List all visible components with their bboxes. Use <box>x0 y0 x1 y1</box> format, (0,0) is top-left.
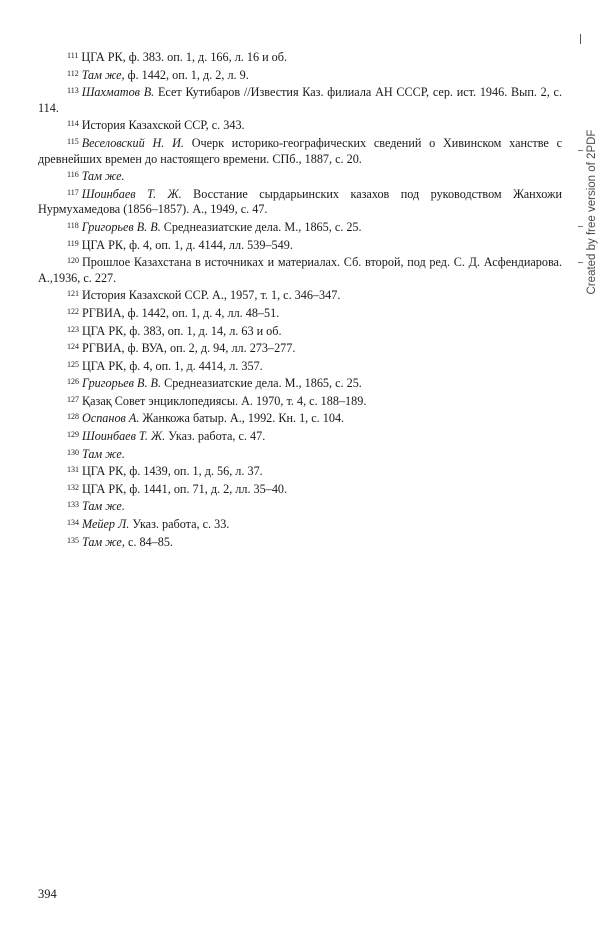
footnote <box>38 134 562 167</box>
footnote-number: 117 <box>67 187 79 197</box>
margin-tick <box>578 226 583 227</box>
footnote-number: 119 <box>67 238 79 248</box>
footnote-text: РГВИА, ф. 1442, оп. 1, д. 4, лл. 48–51. <box>82 305 280 320</box>
footnote-number: 125 <box>67 359 79 369</box>
footnote-number: 115 <box>67 136 79 146</box>
footnote <box>38 374 562 392</box>
footnote-text: Среднеазиатские дела. М., 1865, с. 25. <box>161 376 362 391</box>
footnote-number: 126 <box>67 377 79 387</box>
footnote <box>38 409 562 427</box>
footnote-text: История Казахской ССР, с. 343. <box>81 118 245 133</box>
footnote-number: 131 <box>67 465 79 475</box>
footnote-text: РГВИА, ф. ВУА, оп. 2, д. 94, лл. 273–277. <box>82 341 296 356</box>
footnote <box>38 218 562 236</box>
footnote-number: 134 <box>67 518 79 528</box>
footnote-number: 111 <box>67 51 79 60</box>
footnote <box>38 236 562 254</box>
footnote-text: ф. 1442, оп. 1, д. 2, л. 9. <box>124 67 249 82</box>
footnote-author: Там же. <box>81 169 125 184</box>
margin-tick <box>578 262 583 263</box>
footnote-number: 129 <box>67 430 79 440</box>
footnote-text: ЦГА РК, ф. 1439, оп. 1, д. 56, л. 37. <box>82 464 263 479</box>
footnote-text: История Казахской ССР. А., 1957, т. 1, с. 346–347. <box>82 288 341 303</box>
footnote-author: Шахматов В. <box>81 85 155 100</box>
footnote-text: Очерк историко-географических сведений о Хивинском ханстве с древнейших времен до настоящего времени. СПб., 1887, с. 20. <box>38 135 562 166</box>
footnote <box>38 339 562 357</box>
footnote <box>38 497 562 515</box>
footnote <box>38 286 562 304</box>
footnote-author: Шоинбаев Т. Ж. <box>82 429 166 444</box>
footnote-number: 116 <box>67 170 79 180</box>
footnote-author: Веселовский Н. И. <box>81 135 184 150</box>
footnote-number: 112 <box>67 68 79 78</box>
footnote-number: 135 <box>67 535 79 545</box>
footnote-number: 127 <box>67 394 79 404</box>
footnote <box>38 253 562 286</box>
footnote-text: Есет Кутибаров //Известия Каз. филиала АН СССР, сер. ист. 1946. Вып. 2, с. 114. <box>38 85 562 115</box>
footnote-number: 130 <box>67 447 79 457</box>
footnote <box>38 185 562 218</box>
footnote <box>38 445 562 463</box>
footnote-text: Прошлое Казахстана в источниках и материалах. Сб. второй, под ред. С. Д. Асфендиарова. А.,1936, с. 227. <box>38 255 562 285</box>
margin-mark <box>580 34 581 44</box>
footnote <box>38 322 562 340</box>
footnote <box>38 533 562 551</box>
footnote-text: Жанкожа батыр. А., 1992. Кн. 1, с. 104. <box>139 411 345 426</box>
footnote-number: 121 <box>67 289 79 299</box>
footnote-author: Там же, <box>82 534 125 549</box>
footnote-number: 132 <box>67 482 79 492</box>
footnote-number: 113 <box>67 86 79 96</box>
footnote <box>38 392 562 410</box>
footnote-author: Там же, <box>81 67 125 82</box>
footnote <box>38 83 562 116</box>
footnote-text: Восстание сырдарьинских казахов под руководством Жанхожи Нурмухамедова (1856–1857). А., 1949, с. 47. <box>38 186 562 217</box>
footnote-text: Қазақ Совет энциклопедиясы. А. 1970, т. 4, с. 188–189. <box>82 393 367 408</box>
footnote-author: Там же. <box>82 446 125 461</box>
footnote-author: Там же. <box>82 499 125 514</box>
page-number: 394 <box>38 887 57 901</box>
footnote-text: ЦГА РК, ф. 4, оп. 1, д. 4144, лл. 539–549. <box>81 237 293 252</box>
footnote <box>38 167 562 185</box>
footnote-author: Оспанов А. <box>82 411 140 426</box>
footnote <box>38 116 562 134</box>
footnote-text: ЦГА РК, ф. 383. оп. 1, д. 166, л. 16 и об. <box>81 50 288 64</box>
footnote-number: 120 <box>67 256 79 266</box>
footnote-text: Среднеазиатские дела. М., 1865, с. 25. <box>160 219 362 234</box>
footnote-number: 124 <box>67 342 79 352</box>
footnote-number: 133 <box>67 500 79 510</box>
footnote-text: ЦГА РК, ф. 383, оп. 1, д. 14, л. 63 и об. <box>82 323 282 338</box>
footnote <box>38 480 562 498</box>
footnote <box>38 304 562 322</box>
footnote <box>38 515 562 533</box>
footnote-number: 123 <box>67 324 79 334</box>
footnote-number: 114 <box>67 119 79 129</box>
footnote-author: Григорьев В. В. <box>82 376 162 391</box>
footnotes-list <box>38 48 562 550</box>
footnote <box>38 462 562 480</box>
footnote-number: 118 <box>67 220 79 230</box>
footnote-author: Мейер Л. <box>82 517 130 532</box>
footnote-text: Указ. работа, с. 47. <box>165 429 266 444</box>
margin-tick <box>578 150 583 151</box>
footnote-number: 122 <box>67 306 79 316</box>
footnote <box>38 427 562 445</box>
watermark-text: Created by free version of 2PDF <box>586 129 598 295</box>
footnote-text: ЦГА РК, ф. 1441, оп. 71, д. 2, лл. 35–40. <box>82 481 288 496</box>
footnote-author: Григорьев В. В. <box>81 219 161 234</box>
footnote-author: Шоинбаев Т. Ж. <box>81 186 182 201</box>
footnote <box>38 48 562 66</box>
footnote-text: с. 84–85. <box>124 534 173 549</box>
footnote-number: 128 <box>67 412 79 422</box>
footnote <box>38 357 562 375</box>
footnote-text: Указ. работа, с. 33. <box>129 517 230 532</box>
footnote-text: ЦГА РК, ф. 4, оп. 1, д. 4414, л. 357. <box>82 358 263 373</box>
footnote <box>38 66 562 84</box>
